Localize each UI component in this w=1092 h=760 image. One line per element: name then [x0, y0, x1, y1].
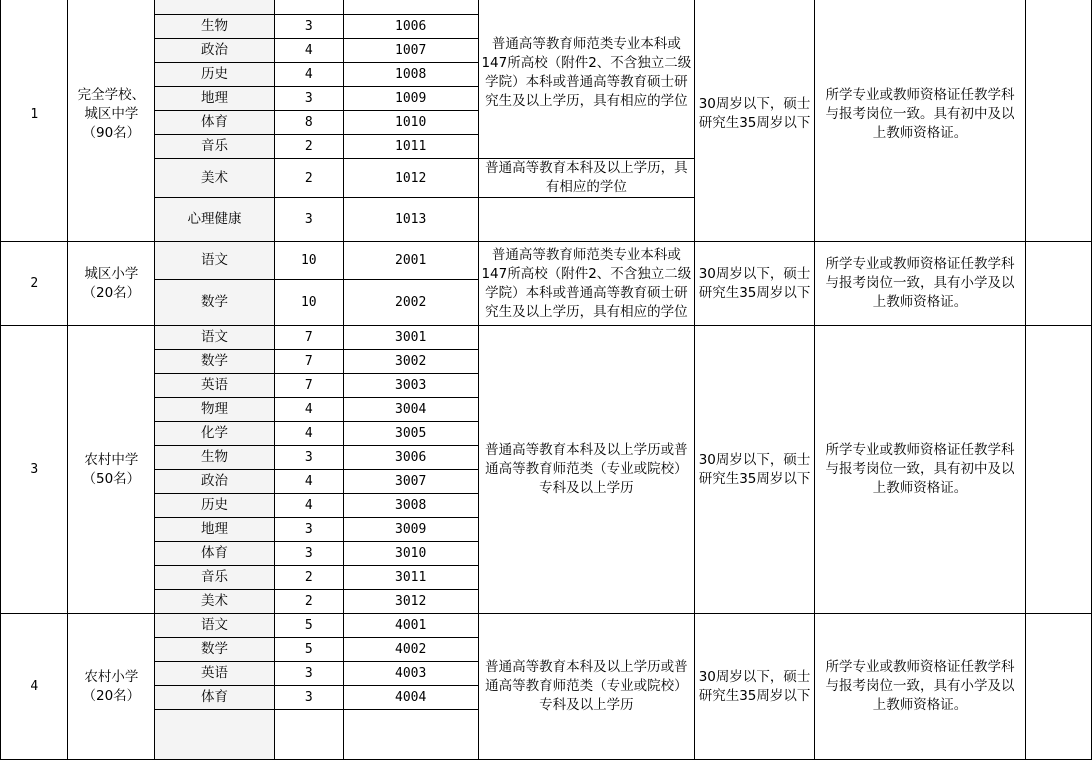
subject-cell [155, 0, 275, 15]
post-code-cell: 3001 [343, 326, 478, 350]
post-code-cell: 3003 [343, 374, 478, 398]
subject-cell: 化学 [155, 422, 275, 446]
subject-cell: 物理 [155, 398, 275, 422]
count-cell: 5 [274, 614, 343, 638]
row-index: 4 [1, 614, 68, 760]
post-code-cell: 3011 [343, 566, 478, 590]
count-cell: 2 [274, 159, 343, 198]
post-code-cell: 3007 [343, 470, 478, 494]
count-cell: 7 [274, 326, 343, 350]
post-code-cell: 3010 [343, 542, 478, 566]
subject-cell: 体育 [155, 111, 275, 135]
count-cell: 4 [274, 494, 343, 518]
count-cell: 2 [274, 566, 343, 590]
post-code-cell: 3005 [343, 422, 478, 446]
count-cell: 3 [274, 662, 343, 686]
education-requirement: 普通高等教育本科及以上学历或普 通高等教育师范类（专业或院校） 专科及以上学历 [478, 326, 695, 614]
education-requirement: 普通高等教育师范类专业本科或 147所高校（附件2、不含独立二级 学院）本科或普通高等教育硕士研 究生及以上学历，具有相应的学位 [478, 0, 695, 159]
count-cell: 8 [274, 111, 343, 135]
count-cell: 10 [274, 280, 343, 326]
age-requirement: 30周岁以下，硕士 研究生35周岁以下 [695, 614, 815, 760]
education-requirement: 普通高等教育本科及以上学历或普 通高等教育师范类（专业或院校） 专科及以上学历 [478, 614, 695, 760]
school-category: 完全学校、 城区中学 （90名） [68, 0, 155, 242]
subject-cell: 数学 [155, 280, 275, 326]
remarks-cell [1026, 0, 1092, 242]
count-cell: 4 [274, 63, 343, 87]
subject-cell: 数学 [155, 350, 275, 374]
count-cell: 3 [274, 198, 343, 242]
subject-cell: 历史 [155, 63, 275, 87]
count-cell: 4 [274, 398, 343, 422]
post-code-cell: 1006 [343, 15, 478, 39]
post-code-cell: 3008 [343, 494, 478, 518]
post-code-cell: 1009 [343, 87, 478, 111]
post-code-cell: 1010 [343, 111, 478, 135]
remarks-cell [1026, 242, 1092, 326]
subject-cell: 心理健康 [155, 198, 275, 242]
count-cell: 4 [274, 39, 343, 63]
certificate-requirement: 所学专业或教师资格证任教学科 与报考岗位一致，具有小学及以 上教师资格证。 [814, 614, 1025, 760]
post-code-cell: 1008 [343, 63, 478, 87]
post-code-cell: 1007 [343, 39, 478, 63]
age-requirement: 30周岁以下，硕士 研究生35周岁以下 [695, 0, 815, 242]
subject-cell: 英语 [155, 374, 275, 398]
post-code-cell [343, 0, 478, 15]
subject-cell: 体育 [155, 542, 275, 566]
count-cell: 3 [274, 15, 343, 39]
row-index: 1 [1, 0, 68, 242]
post-code-cell: 4001 [343, 614, 478, 638]
count-cell [274, 0, 343, 15]
subject-cell: 英语 [155, 662, 275, 686]
post-code-cell: 1013 [343, 198, 478, 242]
subject-cell: 体育 [155, 686, 275, 710]
table-body [1, 0, 1092, 760]
post-code-cell: 3002 [343, 350, 478, 374]
subject-cell: 语文 [155, 614, 275, 638]
count-cell: 3 [274, 87, 343, 111]
row-index: 2 [1, 242, 68, 326]
post-code-cell: 1012 [343, 159, 478, 198]
count-cell: 3 [274, 446, 343, 470]
post-code-cell: 2002 [343, 280, 478, 326]
age-requirement: 30周岁以下，硕士 研究生35周岁以下 [695, 242, 815, 326]
post-code-cell: 1011 [343, 135, 478, 159]
count-cell: 10 [274, 242, 343, 280]
table-row [1, 242, 1092, 280]
subject-cell: 生物 [155, 15, 275, 39]
subject-cell: 音乐 [155, 566, 275, 590]
subject-cell: 音乐 [155, 135, 275, 159]
subject-cell: 政治 [155, 39, 275, 63]
subject-cell [155, 710, 275, 760]
count-cell: 3 [274, 518, 343, 542]
certificate-requirement: 所学专业或教师资格证任教学科 与报考岗位一致，具有初中及以 上教师资格证。 [814, 326, 1025, 614]
subject-cell: 语文 [155, 326, 275, 350]
table-row [1, 0, 1092, 15]
subject-cell: 美术 [155, 590, 275, 614]
certificate-requirement: 所学专业或教师资格证任教学科 与报考岗位一致。具有初中及以 上教师资格证。 [814, 0, 1025, 242]
count-cell: 3 [274, 686, 343, 710]
table-row [1, 326, 1092, 350]
count-cell: 4 [274, 422, 343, 446]
subject-cell: 生物 [155, 446, 275, 470]
post-code-cell: 3012 [343, 590, 478, 614]
remarks-cell [1026, 614, 1092, 760]
school-category: 农村中学 （50名） [68, 326, 155, 614]
education-requirement: 普通高等教育师范类专业本科或 147所高校（附件2、不含独立二级 学院）本科或普通高等教育硕士研 究生及以上学历，具有相应的学位 [478, 242, 695, 326]
subject-cell: 语文 [155, 242, 275, 280]
count-cell: 3 [274, 542, 343, 566]
count-cell: 2 [274, 590, 343, 614]
post-code-cell: 4002 [343, 638, 478, 662]
count-cell: 7 [274, 350, 343, 374]
subject-cell: 历史 [155, 494, 275, 518]
post-code-cell: 3006 [343, 446, 478, 470]
count-cell [274, 710, 343, 760]
post-code-cell [343, 710, 478, 760]
subject-cell: 地理 [155, 518, 275, 542]
education-requirement: 普通高等教育本科及以上学历，具 有相应的学位 [478, 159, 695, 198]
count-cell: 2 [274, 135, 343, 159]
age-requirement: 30周岁以下，硕士 研究生35周岁以下 [695, 326, 815, 614]
post-code-cell: 3004 [343, 398, 478, 422]
count-cell: 5 [274, 638, 343, 662]
subject-cell: 地理 [155, 87, 275, 111]
school-category: 农村小学 （20名） [68, 614, 155, 760]
post-code-cell: 2001 [343, 242, 478, 280]
count-cell: 4 [274, 470, 343, 494]
certificate-requirement: 所学专业或教师资格证任教学科 与报考岗位一致，具有小学及以 上教师资格证。 [814, 242, 1025, 326]
subject-cell: 政治 [155, 470, 275, 494]
post-code-cell: 3009 [343, 518, 478, 542]
count-cell: 7 [274, 374, 343, 398]
subject-cell: 美术 [155, 159, 275, 198]
row-index: 3 [1, 326, 68, 614]
remarks-cell [1026, 326, 1092, 614]
post-code-cell: 4004 [343, 686, 478, 710]
subject-cell: 数学 [155, 638, 275, 662]
school-category: 城区小学 （20名） [68, 242, 155, 326]
post-code-cell: 4003 [343, 662, 478, 686]
table-row [1, 614, 1092, 638]
